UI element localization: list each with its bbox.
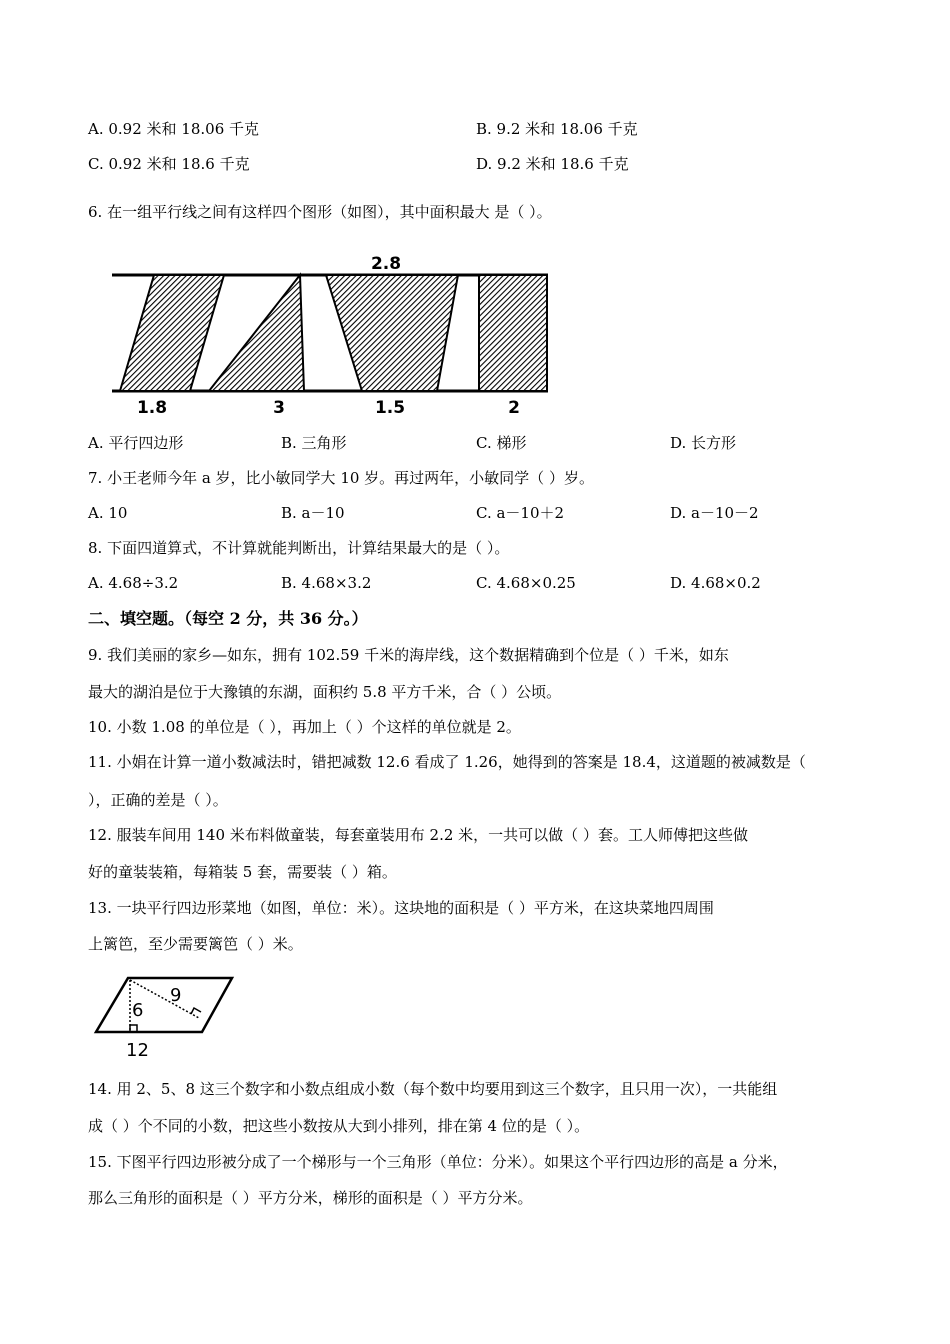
q6-bottom-label-1: 1.8 [136, 398, 168, 418]
q6-bottom-label-4: 2 [508, 398, 520, 418]
q8-question: 8. 下面四道算式，不计算就能判断出，计算结果最大的是（ ）。 [88, 539, 510, 557]
q10-line1: 10. 小数 1.08 的单位是（ ），再加上（ ）个这样的单位就是 2。 [88, 718, 521, 736]
q6-option-c: C. 梯形 [476, 434, 527, 452]
q8-option-c: C. 4.68×0.25 [476, 574, 576, 592]
q8-option-a: A. 4.68÷3.2 [88, 574, 179, 592]
q7-option-c: C. a－10＋2 [476, 504, 565, 522]
q6-option-d: D. 长方形 [670, 434, 737, 452]
q13-figure [90, 970, 250, 1062]
q14-line2: 成（ ）个不同的小数，把这些小数按从大到小排列，排在第 4 位的是（ ）。 [88, 1117, 590, 1135]
q11-line2: ），正确的差是（ ）。 [88, 791, 228, 809]
q13-label-6: 6 [132, 1000, 144, 1021]
q13-parallelogram [96, 978, 232, 1032]
q11-line1: 11. 小娟在计算一道小数减法时，错把减数 12.6 看成了 1.26，她得到的答案是 18.4，这道题的被减数是（ [88, 753, 806, 771]
q6-top-label: 2.8 [370, 254, 402, 274]
q13-line1: 13. 一块平行四边形菜地（如图，单位：米）。这块地的面积是（ ）平方米，在这块菜地四周围 [88, 899, 714, 917]
q15-line1: 15. 下图平行四边形被分成了一个梯形与一个三角形（单位：分米）。如果这个平行四边形的高是 a 分米， [88, 1153, 788, 1171]
q6-parallelogram-shape [120, 275, 224, 391]
q6-triangle-shape [209, 275, 304, 391]
q12-line2: 好的童装装箱，每箱装 5 套，需要装（ ）箱。 [88, 863, 397, 881]
q7-option-b: B. a－10 [281, 504, 345, 522]
q6-question: 6. 在一组平行线之间有这样四个图形（如图），其中面积最大 是（ ）。 [88, 203, 552, 221]
q6-bottom-label-2: 3 [273, 398, 285, 418]
q5-option-b: B. 9.2 米和 18.06 千克 [476, 120, 638, 138]
q6-option-a: A. 平行四边形 [88, 434, 184, 452]
q13-label-9: 9 [170, 985, 182, 1006]
q8-option-b: B. 4.68×3.2 [281, 574, 372, 592]
q5-option-d: D. 9.2 米和 18.6 千克 [476, 155, 629, 173]
q6-rectangle-shape [479, 275, 547, 391]
q6-figure [100, 248, 560, 420]
q6-option-b: B. 三角形 [281, 434, 347, 452]
q15-line2: 那么三角形的面积是（ ）平方分米，梯形的面积是（ ）平方分米。 [88, 1189, 533, 1207]
q5-option-a: A. 0.92 米和 18.06 千克 [88, 120, 260, 138]
q7-option-d: D. a－10－2 [670, 504, 759, 522]
q13-label-12: 12 [126, 1040, 149, 1061]
q7-option-a: A. 10 [88, 504, 128, 522]
q8-option-d: D. 4.68×0.2 [670, 574, 761, 592]
q13-right-angle-side [191, 1008, 201, 1014]
q5-option-c: C. 0.92 米和 18.6 千克 [88, 155, 250, 173]
q14-line1: 14. 用 2、5、8 这三个数字和小数点组成小数（每个数中均要用到这三个数字，且只用一次），一共能组 [88, 1080, 778, 1098]
section2-title: 二、填空题。（每空 2 分，共 36 分。） [88, 609, 368, 628]
q6-trapezoid-shape [326, 275, 458, 391]
q7-question: 7. 小王老师今年 a 岁，比小敏同学大 10 岁。再过两年，小敏同学（ ）岁。 [88, 469, 594, 487]
q9-line2: 最大的湖泊是位于大豫镇的东湖，面积约 5.8 平方千米，合（ ）公顷。 [88, 683, 562, 701]
q13-line2: 上篱笆，至少需要篱笆（ ）米。 [88, 935, 303, 953]
q12-line1: 12. 服装车间用 140 米布料做童装，每套童装用布 2.2 米，一共可以做（ ）套。工人师傅把这些做 [88, 826, 748, 844]
q9-line1: 9. 我们美丽的家乡—如东，拥有 102.59 千米的海岸线，这个数据精确到个位是（ ）千米，如东 [88, 646, 729, 664]
q6-bottom-label-3: 1.5 [374, 398, 406, 418]
